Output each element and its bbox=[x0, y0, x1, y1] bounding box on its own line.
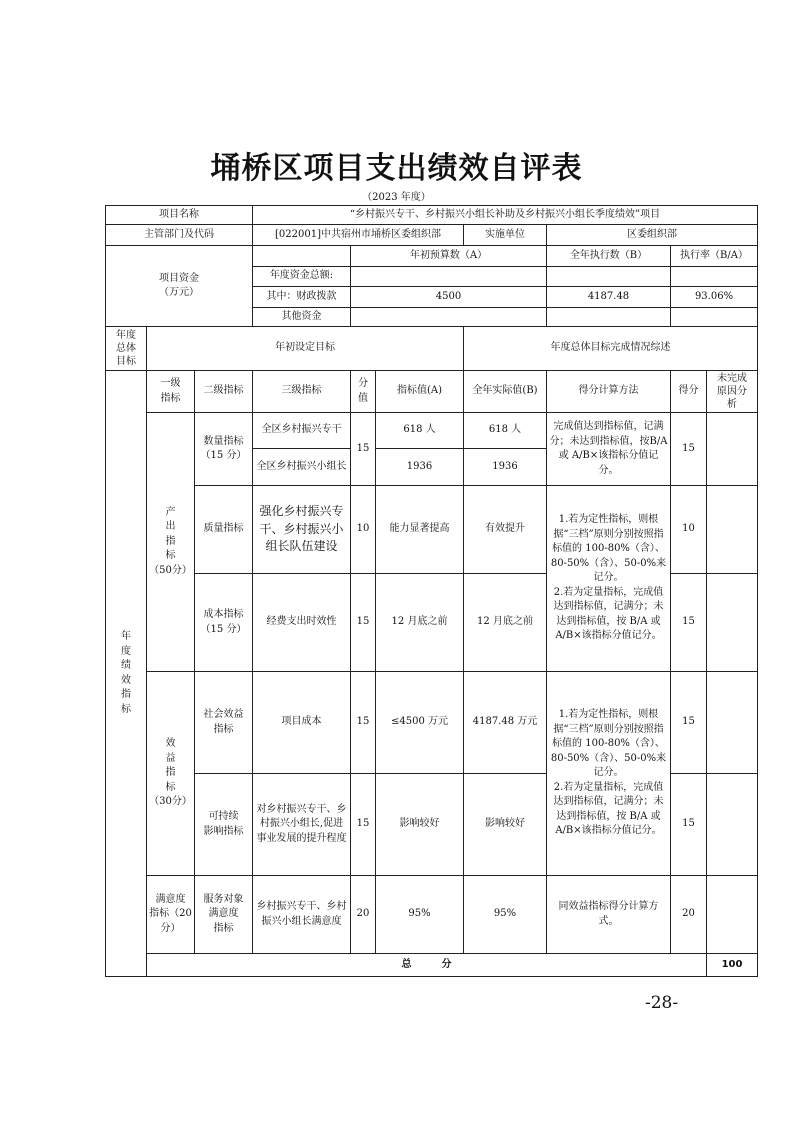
header-level1: 一级 指标 bbox=[147, 371, 195, 413]
cost-indicator-label: 成本指标 （15 分） bbox=[195, 574, 253, 672]
quantity-item-2-target: 1936 bbox=[376, 449, 464, 486]
quality-reason bbox=[707, 486, 758, 574]
social-indicator-label: 社会效益 指标 bbox=[195, 672, 253, 774]
quantity-item-2-actual: 1936 bbox=[464, 449, 547, 486]
label-initial-goal: 年初设定目标 bbox=[147, 327, 464, 371]
label-impl-unit: 实施单位 bbox=[464, 225, 547, 246]
header-method: 得分计算方法 bbox=[547, 371, 671, 413]
quality-target: 能力显著提高 bbox=[376, 486, 464, 574]
cost-target: 12 月底之前 bbox=[376, 574, 464, 672]
label-project-funds: 项目资金 （万元） bbox=[106, 246, 253, 327]
label-department: 主管部门及代码 bbox=[106, 225, 253, 246]
label-performance-indicators: 年 度 绩 效 指 标 bbox=[106, 371, 147, 977]
output-method bbox=[547, 486, 671, 672]
cost-item-name: 经费支出时效性 bbox=[253, 574, 351, 672]
quantity-indicator-label: 数量指标 （15 分） bbox=[195, 413, 253, 486]
social-score: 15 bbox=[671, 672, 707, 774]
fiscal-rate-value: 93.06% bbox=[671, 287, 758, 308]
label-output-indicators: 产 出 指 标 （50分） bbox=[147, 413, 195, 672]
service-target: 95% bbox=[376, 876, 464, 954]
header-level3: 三级指标 bbox=[253, 371, 351, 413]
quality-score: 10 bbox=[671, 486, 707, 574]
benefit-method-part2: 2.若为定量指标，完成值达到指标值，记满分；未达到指标值，按 B/A 或 A/B×该指标分值记分。 bbox=[553, 781, 664, 837]
cost-actual: 12 月底之前 bbox=[464, 574, 547, 672]
annual-total-budget bbox=[351, 267, 547, 287]
cost-weight: 15 bbox=[351, 574, 376, 672]
quality-indicator-label: 质量指标 bbox=[195, 486, 253, 574]
header-score: 得分 bbox=[671, 371, 707, 413]
header-level2: 二级指标 bbox=[195, 371, 253, 413]
label-benefit-indicators: 效 益 指 标 （30分） bbox=[147, 672, 195, 876]
exec-column-header: 全年执行数（B） bbox=[547, 246, 671, 267]
quality-item-name: 强化乡村振兴专干、乡村振兴小组长队伍建设 bbox=[253, 486, 351, 574]
header-reason: 未完成 原因分 析 bbox=[707, 371, 758, 413]
label-annual-total: 年度资金总额: bbox=[253, 267, 351, 287]
evaluation-table bbox=[105, 205, 758, 977]
other-budget-value bbox=[351, 308, 547, 327]
label-project-name: 项目名称 bbox=[106, 206, 253, 225]
quantity-reason bbox=[707, 413, 758, 486]
sustain-weight: 15 bbox=[351, 774, 376, 876]
sustain-reason bbox=[707, 774, 758, 876]
fiscal-exec-value: 4187.48 bbox=[547, 287, 671, 308]
label-fiscal-funds: 其中：财政拨款 bbox=[253, 287, 351, 308]
sustain-target: 影响较好 bbox=[376, 774, 464, 876]
sustain-score: 15 bbox=[671, 774, 707, 876]
budget-column-header: 年初预算数（A） bbox=[351, 246, 547, 267]
label-satisfaction-indicators: 满意度 指标（20 分） bbox=[147, 876, 195, 954]
cost-score: 15 bbox=[671, 574, 707, 672]
quantity-item-2-name: 全区乡村振兴小组长 bbox=[253, 449, 351, 486]
page-number: -28- bbox=[645, 993, 679, 1013]
sustain-actual: 影响较好 bbox=[464, 774, 547, 876]
other-rate-value bbox=[671, 308, 758, 327]
header-target: 指标值(A) bbox=[376, 371, 464, 413]
fiscal-budget-value: 4500 bbox=[351, 287, 547, 308]
social-actual: 4187.48 万元 bbox=[464, 672, 547, 774]
total-score-value: 100 bbox=[707, 954, 758, 977]
sustain-indicator-label: 可持续 影响指标 bbox=[195, 774, 253, 876]
quantity-item-1-target: 618 人 bbox=[376, 413, 464, 449]
quantity-item-1-name: 全区乡村振兴专干 bbox=[253, 413, 351, 449]
project-name-value: “乡村振兴专干、乡村振兴小组长补助及乡村振兴小组长季度绩效”项目 bbox=[253, 206, 758, 225]
annual-total-rate bbox=[671, 267, 758, 287]
service-reason bbox=[707, 876, 758, 954]
rate-column-header: 执行率（B/A） bbox=[671, 246, 758, 267]
label-other-funds: 其他资金 bbox=[253, 308, 351, 327]
output-method-part2: 2.若为定量指标，完成值达到指标值，记满分；未达到指标值，按 B/A 或 A/B×该指标分值记分。 bbox=[553, 586, 664, 642]
service-item-name: 乡村振兴专干、乡村振兴小组长满意度 bbox=[253, 876, 351, 954]
quantity-item-1-actual: 618 人 bbox=[464, 413, 547, 449]
quantity-method: 完成值达到指标值，记满分；未达到指标值，按B/A 或 A/B×该指标分值记分。 bbox=[547, 413, 671, 486]
service-weight: 20 bbox=[351, 876, 376, 954]
page-title: 埇桥区项目支出绩效自评表 bbox=[210, 151, 583, 186]
header-weight: 分 值 bbox=[351, 371, 376, 413]
impl-unit-value: 区委组织部 bbox=[547, 225, 758, 246]
social-target: ≤4500 万元 bbox=[376, 672, 464, 774]
benefit-method bbox=[547, 672, 671, 876]
department-value: [022001]中共宿州市埇桥区委组织部 bbox=[253, 225, 464, 246]
header-actual: 全年实际值(B) bbox=[464, 371, 547, 413]
social-weight: 15 bbox=[351, 672, 376, 774]
service-actual: 95% bbox=[464, 876, 547, 954]
year-label: （2023 年度） bbox=[362, 192, 431, 203]
social-item-name: 项目成本 bbox=[253, 672, 351, 774]
other-exec-value bbox=[547, 308, 671, 327]
label-goal-status: 年度总体目标完成情况综述 bbox=[464, 327, 758, 371]
output-method-part1: 1.若为定性指标，则根据“三档”原则分别按照指标值的 100-80%（含）、80-50%（含）、50-0%来记分。 bbox=[550, 514, 667, 584]
social-reason bbox=[707, 672, 758, 774]
label-total: 总 分 bbox=[147, 954, 707, 977]
quantity-score: 15 bbox=[671, 413, 707, 486]
sustain-item-name: 对乡村振兴专干、乡村振兴小组长,促进事业发展的提升程度 bbox=[253, 774, 351, 876]
service-method: 同效益指标得分计算方式。 bbox=[547, 876, 671, 954]
annual-total-exec bbox=[547, 267, 671, 287]
service-score: 20 bbox=[671, 876, 707, 954]
quality-actual: 有效提升 bbox=[464, 486, 547, 574]
funds-header-blank bbox=[253, 246, 351, 267]
quality-weight: 10 bbox=[351, 486, 376, 574]
label-overall-goal: 年度 总体 目标 bbox=[106, 327, 147, 371]
cost-reason bbox=[707, 574, 758, 672]
service-indicator-label: 服务对象 满意度 指标 bbox=[195, 876, 253, 954]
benefit-method-part1: 1.若为定性指标，则根据“三档”原则分别按照指标值的 100-80%（含）、80-50%（含）、50-0%来记分。 bbox=[550, 709, 667, 779]
quantity-weight: 15 bbox=[351, 413, 376, 486]
